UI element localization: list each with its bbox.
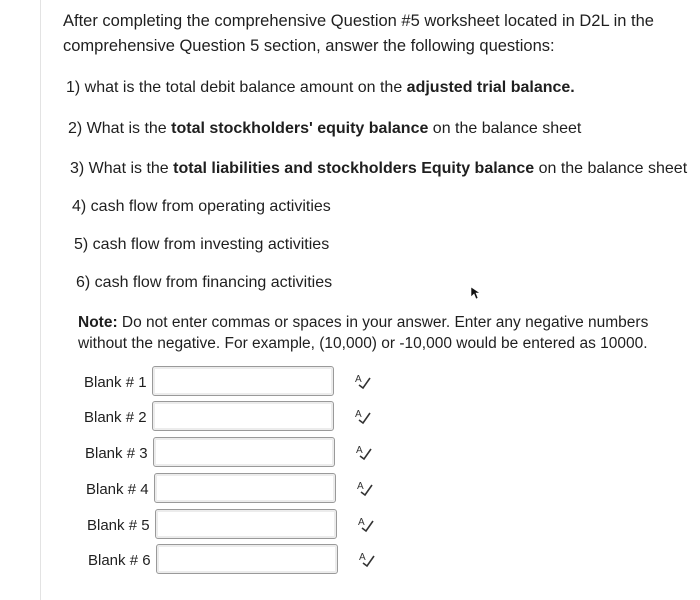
question-5	[74, 235, 329, 255]
spellcheck-icon[interactable]	[354, 407, 372, 425]
note-text	[78, 312, 678, 354]
blank-input-3[interactable]	[153, 437, 335, 467]
note-label: Note:	[78, 314, 118, 331]
question-3-text: 3) What is the	[70, 160, 174, 177]
question-3-emphasis: total liabilities and stockholders Equity balance	[173, 160, 535, 177]
svg-text:A: A	[355, 409, 362, 420]
question-6	[76, 273, 332, 293]
spellcheck-icon[interactable]	[357, 515, 375, 533]
question-1-text: 1) what is the total debit balance amount on the	[66, 79, 407, 96]
svg-text:A: A	[357, 481, 364, 492]
spellcheck-icon[interactable]	[356, 479, 374, 497]
blank-label-5: Blank # 5	[87, 517, 150, 534]
blank-label-4: Blank # 4	[86, 481, 149, 498]
question-6-text: 6) cash flow from financing activities	[76, 274, 333, 291]
question-2-tail: on the balance sheet	[428, 120, 582, 137]
spellcheck-icon[interactable]	[355, 443, 373, 461]
blank-input-4[interactable]	[154, 473, 336, 503]
blank-label-6: Blank # 6	[88, 552, 151, 569]
question-5-text: 5) cash flow from investing activities	[74, 236, 330, 253]
question-2-text: 2) What is the	[68, 120, 172, 137]
question-2	[68, 119, 581, 139]
question-1	[66, 78, 575, 98]
spellcheck-icon[interactable]	[354, 372, 372, 390]
svg-text:A: A	[355, 374, 362, 385]
svg-text:A: A	[356, 445, 363, 456]
question-4-text: 4) cash flow from operating activities	[72, 198, 331, 215]
question-2-emphasis: total stockholders' equity balance	[171, 120, 429, 137]
note-body: Do not enter commas or spaces in your answer. Enter any negative numbers without the negative. For example, (10,000) or -10,000 would be entered as 10000.	[78, 314, 649, 352]
blank-label-2: Blank # 2	[84, 409, 147, 426]
blank-input-5[interactable]	[155, 509, 337, 539]
question-1-emphasis: adjusted trial balance.	[406, 79, 575, 96]
blank-input-1[interactable]	[152, 366, 334, 396]
question-3-tail: on the balance sheet	[534, 160, 688, 177]
svg-text:A: A	[358, 517, 365, 528]
blank-label-1: Blank # 1	[84, 374, 147, 391]
blank-label-3: Blank # 3	[85, 445, 148, 462]
mouse-cursor-icon	[470, 286, 482, 300]
question-4	[72, 197, 331, 217]
question-3	[70, 159, 687, 179]
svg-text:A: A	[359, 552, 366, 563]
spellcheck-icon[interactable]	[358, 550, 376, 568]
instructions-text: After completing the comprehensive Question #5 worksheet located in D2L in the comprehensive Question 5 section, answer the following questions:	[63, 12, 654, 55]
blank-input-2[interactable]	[152, 401, 334, 431]
blank-input-6[interactable]	[156, 544, 338, 574]
